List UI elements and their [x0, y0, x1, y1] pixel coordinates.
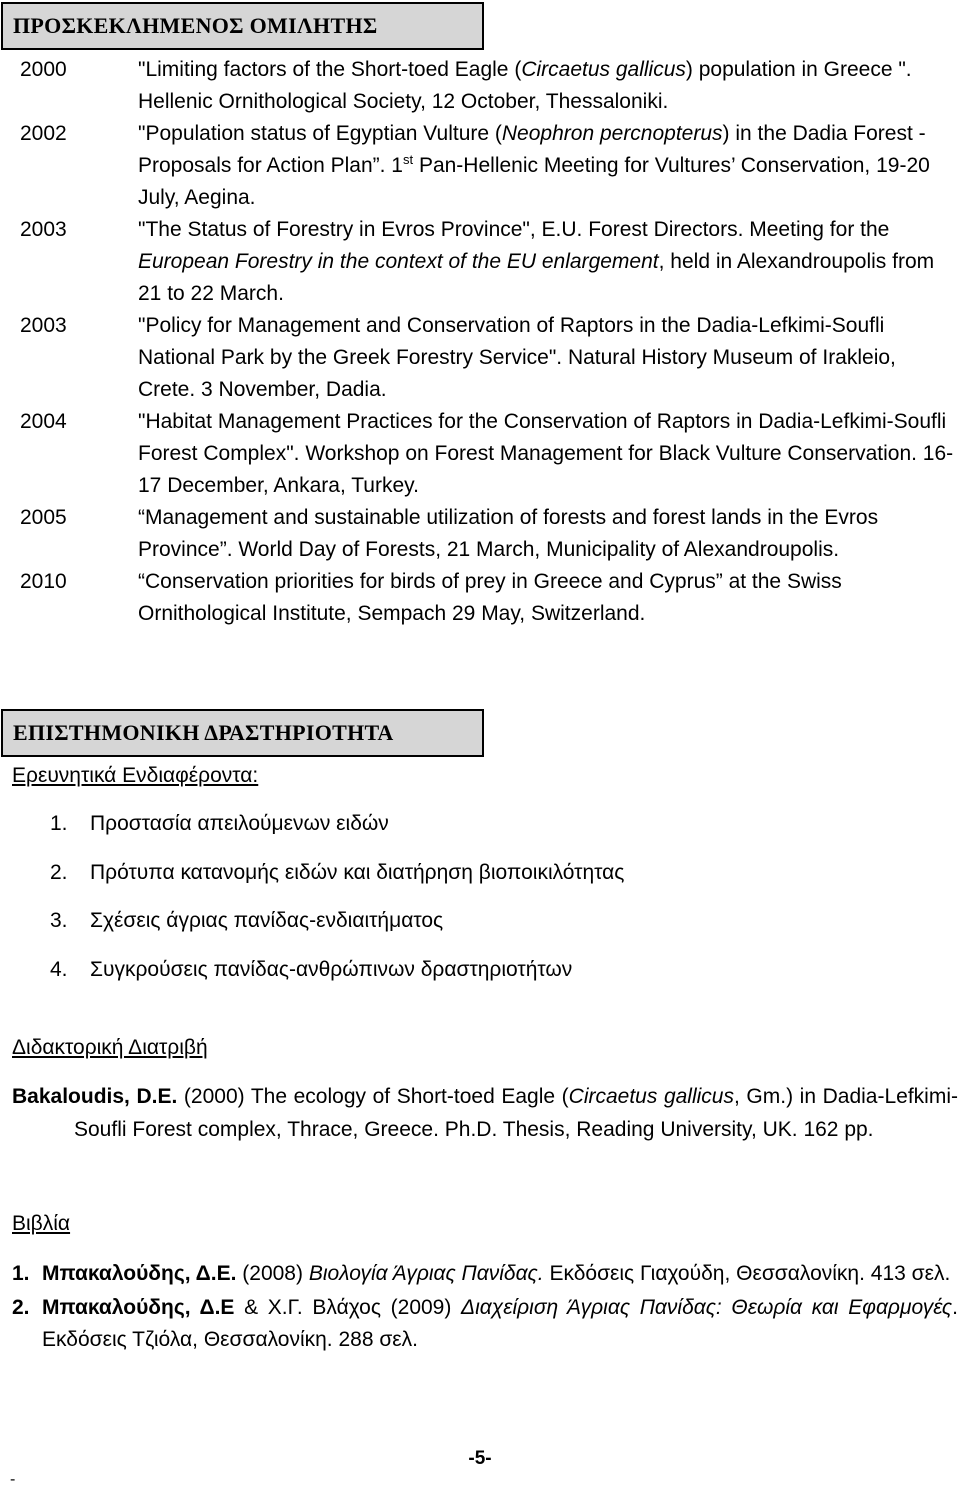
section-title-scientific-activity: ΕΠΙΣΤΗΜΟΝΙΚΗ ΔΡΑΣΤΗΡΙΟΤΗΤΑ	[1, 709, 484, 757]
talk-year: 2003	[20, 218, 67, 241]
books-heading: Βιβλία	[12, 1212, 71, 1235]
book-text: & Χ.Γ. Βλάχος (2009)	[234, 1296, 462, 1319]
talk-item	[20, 118, 960, 214]
talk-description	[138, 54, 958, 118]
thesis-author: Bakaloudis, D.E.	[12, 1085, 178, 1108]
book-author: Μπακαλούδης, Δ.Ε.	[42, 1262, 237, 1285]
book-entry	[12, 1258, 958, 1290]
book-text: Εκδόσεις Γιαχούδη, Θεσσαλονίκη. 413 σελ.	[543, 1262, 951, 1285]
talk-item	[20, 54, 960, 118]
talk-text: "The Status of Forestry in Evros Province", E.U. Forest Directors. Meeting for the	[138, 218, 890, 241]
invited-talks-list	[20, 54, 960, 630]
book-number: 1.	[12, 1262, 30, 1285]
list-number: 1.	[50, 812, 68, 835]
thesis-species-name: Circaetus gallicus	[568, 1085, 734, 1108]
list-item	[50, 857, 930, 906]
talk-item	[20, 310, 960, 406]
talk-description	[138, 502, 958, 566]
talk-species-name: Neophron percnopterus	[501, 122, 723, 145]
talk-item	[20, 406, 960, 502]
talk-year: 2003	[20, 314, 67, 337]
talk-description	[138, 566, 958, 630]
section-title-invited-speaker: ΠΡΟΣΚΕΚΛΗΜΕΝΟΣ ΟΜΙΛΗΤΗΣ	[1, 2, 484, 50]
talk-text: "Limiting factors of the Short-toed Eagle (	[138, 58, 522, 81]
thesis-citation	[12, 1080, 958, 1146]
thesis-text: , Gm.) in Dadia-Lefkimi-Soufli Forest complex, Thrace, Greece. Ph.D. Thesis, Reading University, UK. 162 pp.	[74, 1085, 958, 1141]
talk-item	[20, 566, 960, 630]
talk-text: "Habitat Management Practices for the Conservation of Raptors in Dadia-Lefkimi-Soufli Forest Complex". Workshop on Forest Management for Black Vulture Conservation. 16-17 December, Ankara, Turkey.	[138, 410, 954, 497]
thesis-heading: Διδακτορική Διατριβή	[12, 1036, 208, 1059]
talk-meeting-theme: European Forestry in the context of the EU enlargement	[138, 250, 659, 273]
book-number: 2.	[12, 1296, 30, 1319]
book-entry	[12, 1292, 958, 1356]
research-interests-heading: Ερευνητικά Ενδιαφέροντα:	[12, 764, 259, 787]
talk-text: "Population status of Egyptian Vulture (	[138, 122, 502, 145]
research-interests-list	[50, 808, 930, 1002]
talk-description	[138, 310, 958, 406]
book-author: Μπακαλούδης, Δ.Ε	[42, 1296, 235, 1319]
ordinal-superscript: st	[402, 152, 414, 167]
talk-item	[20, 214, 960, 310]
list-number: 3.	[50, 909, 68, 932]
list-item-text: Σχέσεις άγριας πανίδας-ενδιαιτήματος	[90, 909, 444, 932]
list-item	[50, 954, 930, 1003]
talk-text: “Conservation priorities for birds of prey in Greece and Cyprus” at the Swiss Ornithological Institute, Sempach 29 May, Switzerland.	[138, 570, 842, 625]
talk-text: "Policy for Management and Conservation of Raptors in the Dadia-Lefkimi-Soufli National Park by the Greek Forestry Service". Natural History Museum of Irakleio, Crete. 3 November, Dadia.	[138, 314, 896, 401]
talk-year: 2000	[20, 58, 67, 81]
list-number: 4.	[50, 957, 68, 981]
book-text: (2008)	[236, 1262, 309, 1285]
talk-text: “Management and sustainable utilization of forests and forest lands in the Evros Province”. World Day of Forests, 21 March, Municipality of Alexandroupolis.	[138, 506, 879, 561]
talk-description	[138, 406, 958, 502]
books-list	[12, 1258, 958, 1356]
talk-text: ) in the Dadia Forest - Proposals for Action Plan”. 1	[138, 122, 926, 177]
talk-description	[138, 118, 958, 214]
thesis-text: (2000) The ecology of Short-toed Eagle (	[177, 1085, 569, 1108]
talk-description	[138, 214, 958, 310]
talk-text: ) population in Greece ". Hellenic Ornithological Society, 12 October, Thessaloniki.	[138, 58, 912, 113]
talk-species-name: Circaetus gallicus	[521, 58, 686, 81]
list-item-text: Πρότυπα κατανομής ειδών και διατήρηση βιοποικιλότητας	[90, 860, 625, 884]
list-number: 2.	[50, 860, 68, 884]
list-item-text: Προστασία απειλούμενων ειδών	[90, 812, 389, 835]
list-item	[50, 808, 930, 857]
talk-year: 2002	[20, 122, 67, 145]
talk-year: 2005	[20, 506, 67, 529]
book-title: Διαχείριση Άγριας Πανίδας: Θεωρία και Εφαρμογές	[461, 1296, 953, 1319]
list-item	[50, 905, 930, 954]
talk-year: 2004	[20, 410, 67, 433]
talk-text: , held in Alexandroupolis from 21 to 22 March.	[138, 250, 935, 305]
talk-item	[20, 502, 960, 566]
footer-dash: -	[10, 1471, 16, 1488]
list-item-text: Συγκρούσεις πανίδας-ανθρώπινων δραστηριοτήτων	[90, 957, 573, 981]
book-title: Βιολογία Άγριας Πανίδας.	[308, 1262, 544, 1285]
page-number: -5-	[468, 1448, 492, 1469]
talk-year: 2010	[20, 570, 67, 593]
book-text: . Εκδόσεις Τζιόλα, Θεσσαλονίκη. 288 σελ.	[42, 1296, 958, 1351]
talk-text: Pan-Hellenic Meeting for Vultures’ Conservation, 19-20 July, Aegina.	[138, 154, 930, 209]
